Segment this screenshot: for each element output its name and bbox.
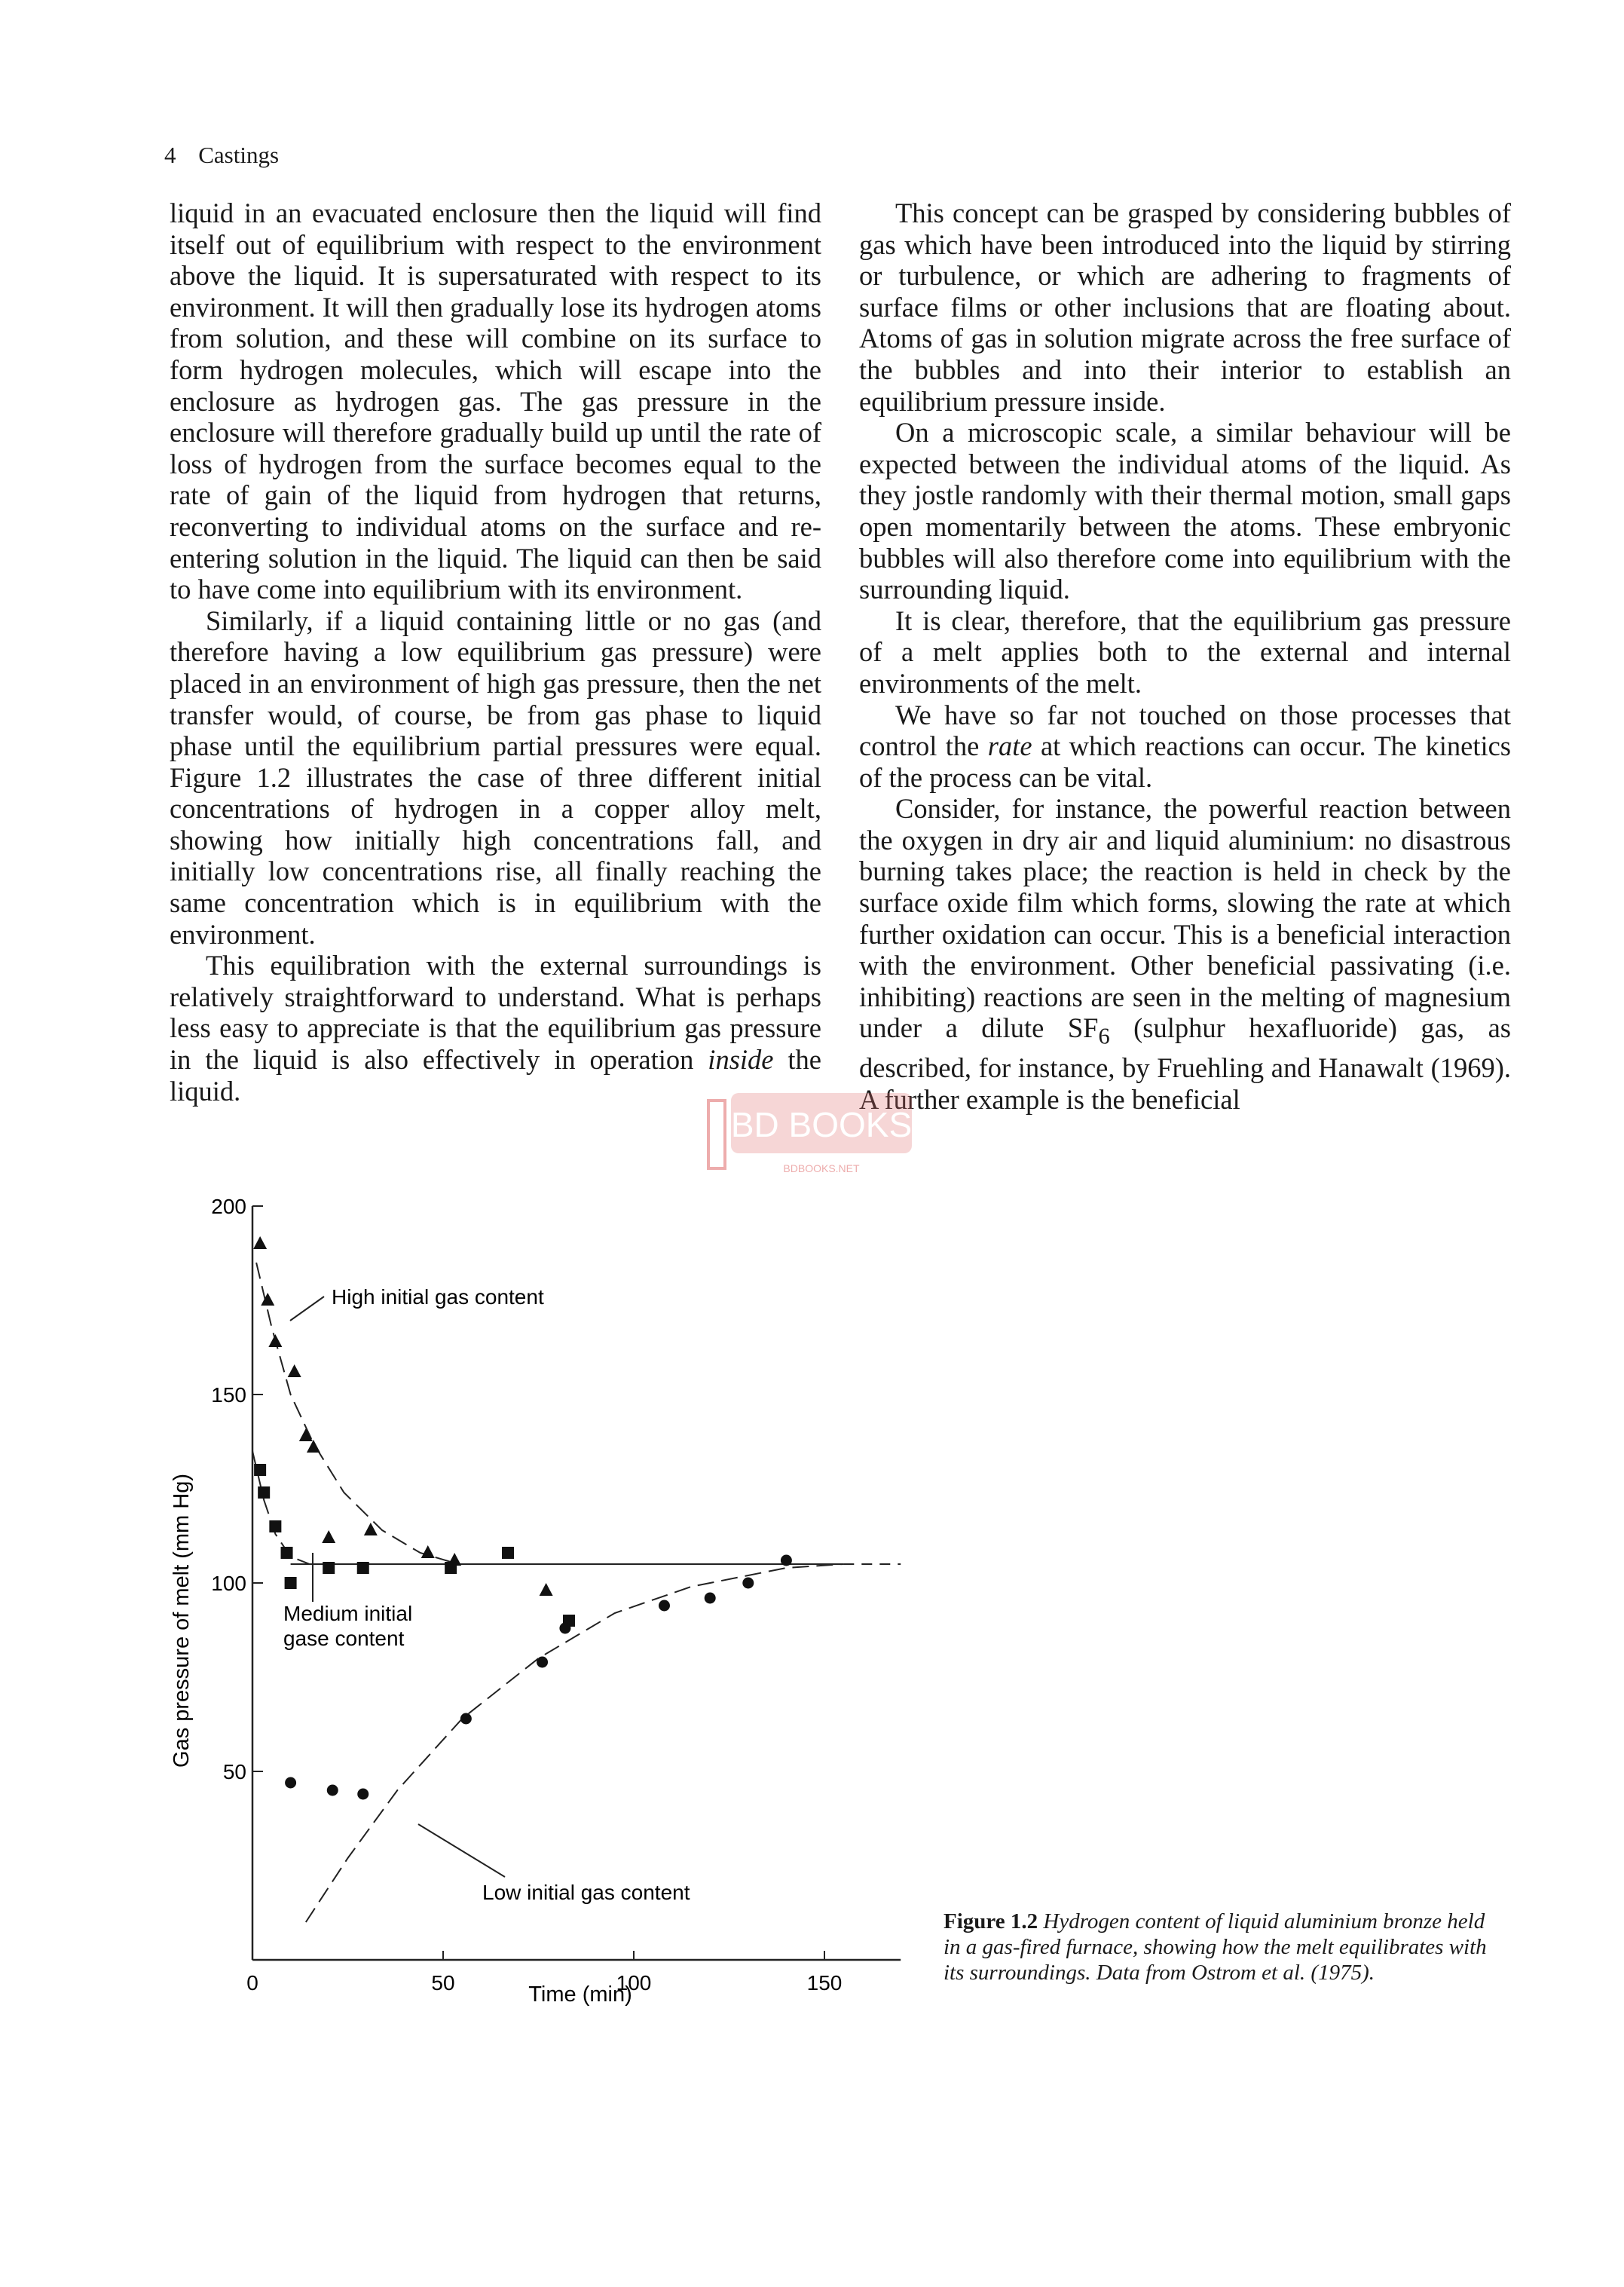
square-point xyxy=(281,1547,293,1559)
y-axis-label: Gas pressure of melt (mm Hg) xyxy=(170,1474,194,1768)
emphasis: rate xyxy=(987,730,1032,762)
square-point xyxy=(323,1562,335,1574)
y-tick-label: 200 xyxy=(211,1195,246,1218)
circle-point xyxy=(781,1555,792,1566)
triangle-point xyxy=(268,1334,282,1347)
square-point xyxy=(254,1464,266,1476)
circle-point xyxy=(357,1789,369,1800)
triangle-point xyxy=(261,1293,274,1306)
annotation-medium: Medium initial gase content xyxy=(283,1602,413,1650)
circle-point xyxy=(705,1593,716,1604)
square-point xyxy=(357,1562,369,1574)
triangle-point xyxy=(322,1530,335,1543)
emphasis: inside xyxy=(708,1044,774,1076)
circle-point xyxy=(460,1713,472,1725)
running-title: Castings xyxy=(198,142,280,168)
triangle-point xyxy=(421,1545,435,1558)
subscript: 6 xyxy=(1098,1023,1110,1049)
y-tick-label: 50 xyxy=(222,1760,246,1783)
annotation-low: Low initial gas content xyxy=(482,1881,690,1904)
x-tick-label: 50 xyxy=(431,1971,455,1995)
square-point xyxy=(285,1577,297,1589)
square-point xyxy=(258,1486,270,1499)
triangle-point xyxy=(540,1583,553,1596)
x-tick-label: 0 xyxy=(246,1971,258,1995)
circle-point xyxy=(327,1785,338,1796)
gas-pressure-chart xyxy=(151,1176,950,2035)
right-column xyxy=(859,197,1511,1116)
annotation-high: High initial gas content xyxy=(332,1285,544,1309)
figure-caption-text: Hydrogen content of liquid aluminium bronze held in a gas-fired furnace, showing how the melt equilibrates with its surroundings. Data from Ostrom et al. (1975). xyxy=(944,1909,1487,1985)
circle-point xyxy=(285,1777,296,1789)
triangle-point xyxy=(307,1440,320,1453)
watermark-text: BD BOOKS xyxy=(730,1105,913,1144)
paragraph: We have so far not touched on those processes that control the rate at which reactions can occur. The kinetics of the process can be vital. xyxy=(859,699,1512,793)
leader-low xyxy=(418,1824,505,1877)
x-tick-label: 100 xyxy=(616,1971,652,1995)
square-point xyxy=(269,1520,281,1532)
left-column xyxy=(170,197,821,1107)
trend-medium xyxy=(252,1451,348,1564)
leader-high xyxy=(290,1297,324,1321)
running-header xyxy=(164,142,295,169)
chart-marks xyxy=(252,1236,901,1922)
watermark-subtext: BDBOOKS.NET xyxy=(783,1162,860,1174)
figure-label: Figure 1.2 xyxy=(944,1909,1038,1933)
page-number: 4 xyxy=(164,142,176,168)
paragraph: Similarly, if a liquid containing little or no gas (and therefore having a low equilibrium gas pressure) were placed in an environment of high gas pressure, then the net transfer would, of course, be from gas phase to liquid phase until the equilibrium partial pressures were equal. Figure 1.2 illustrates the case of three different initial concentrations of hydrogen in a copper alloy melt, showing how initially high concentrations fall, and initially low concentrations rise, all finally reaching the same concentration which is in equilibrium with the environment. xyxy=(170,605,821,950)
paragraph: On a microscopic scale, a similar behaviour will be expected between the individual atoms of the liquid. As they jostle randomly with their thermal motion, small gaps open momentarily between the atoms. These embryonic bubbles will also therefore come into equilibrium with the surrounding liquid. xyxy=(859,417,1511,605)
triangle-point xyxy=(299,1428,313,1441)
paragraph: Consider, for instance, the powerful reaction between the oxygen in dry air and liquid aluminium: no disastrous burning takes place; the reaction is held in check by the surface oxide film which forms, slowing the rate at which further oxidation can occur. This is a beneficial interaction with the environment. Other beneficial passivating (i.e. inhibiting) reactions are seen in the melting of magnesium under a dilute $SF_6$ (sulphur hexafluoride) gas, as described, for instance, by Fruehling and Hanawalt (1969). A further example is the beneficial xyxy=(859,793,1512,1115)
y-tick-label: 100 xyxy=(211,1572,246,1595)
y-tick-label: 150 xyxy=(211,1383,246,1407)
figure-caption xyxy=(944,1909,1501,1985)
paragraph: liquid in an evacuated enclosure then the liquid will find itself out of equilibrium with respect to the environment above the liquid. It is supersaturated with respect to its environment. It will then gradually lose its hydrogen atoms from solution, and these will combine on its surface to form hydrogen molecules, which will escape into the enclosure as hydrogen gas. The gas pressure in the enclosure will therefore gradually build up until the rate of loss of hydrogen from the surface becomes equal to the rate of gain of the liquid from hydrogen that returns, reconverting to individual atoms on the surface and re-entering solution in the liquid. The liquid can then be said to have come into equilibrium with its environment. xyxy=(170,197,821,605)
paragraph: This concept can be grasped by considering bubbles of gas which have been introduced into the liquid by stirring or turbulence, or which are adhering to fragments of surface films or other inclusions that are floating about. Atoms of gas in solution migrate across the free surface of the bubbles and into their interior to establish an equilibrium pressure inside. xyxy=(859,197,1511,417)
circle-point xyxy=(742,1578,754,1589)
watermark-logo xyxy=(701,1085,919,1183)
x-tick-label: 150 xyxy=(806,1971,843,1995)
paragraph: This equilibration with the external surroundings is relatively straightforward to understand. What is perhaps less easy to appreciate is that the equilibrium gas pressure in the liquid is also effectively in operation inside the liquid. xyxy=(170,950,821,1107)
x-axis-label: Time (min) xyxy=(528,1982,632,2007)
triangle-point xyxy=(253,1236,267,1249)
chart-axes xyxy=(211,1195,901,1995)
square-point xyxy=(445,1562,457,1574)
triangle-point xyxy=(288,1364,301,1377)
paragraph: It is clear, therefore, that the equilibrium gas pressure of a melt applies both to the external and internal environments of the melt. xyxy=(859,605,1511,699)
circle-point xyxy=(659,1600,670,1612)
circle-point xyxy=(559,1623,570,1634)
circle-point xyxy=(537,1657,548,1668)
square-point xyxy=(502,1547,514,1559)
